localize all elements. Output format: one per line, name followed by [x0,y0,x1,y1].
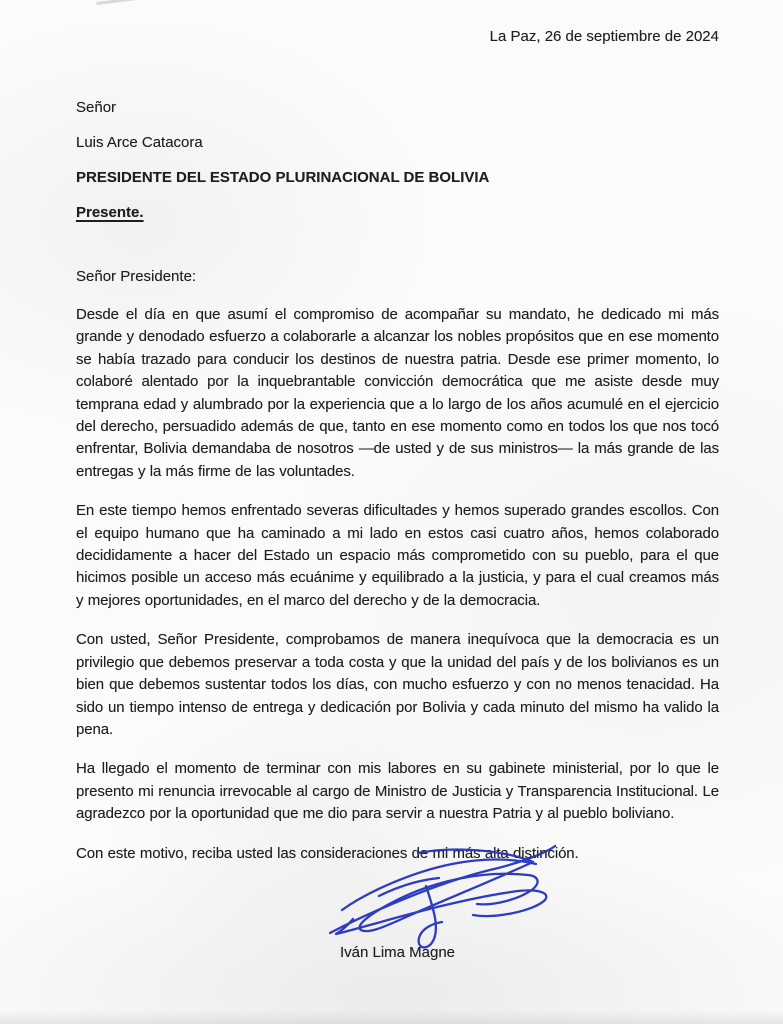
recipient-name: Luis Arce Catacora [76,134,203,151]
scan-artifact-mark [96,0,146,5]
paragraph-5: Con este motivo, reciba usted las consideraciones de mi más alta distinción. [76,844,579,862]
paragraph-2: En este tiempo hemos enfrentado severas dificultades y hemos superado grandes escollos. Con el equipo humano que ha caminado a mi lado en estos casi cuatro años, hemos colaborado decididamente a hacer del Estado un espacio más comprometido con su pueblo, para el que hicimos posible un acceso más ecuánime y equilibrado a la justicia, y para el cual creamos más y mejores oportunidades, en el marco del derecho y de la democracia. [76,502,719,609]
recipient-presente: Presente. [76,204,144,221]
paragraph-1: Desde el día en que asumí el compromiso de acompañar su mandato, he dedicado mi más grande y denodado esfuerzo a colaborarle a alcanzar los nobles propósitos que en ese momento se había trazado para conducir los destinos de nuestra patria. Desde ese primer momento, lo colaboré alentado por la inquebrantable convicción democrática que me asiste desde muy temprana edad y alumbrado por la experiencia que a lo largo de los años acumulé en el ejercicio del derecho, persuadido además de que, tanto en ese momento como en todos los que nos tocó enfrentar, Bolivia demandaba de nosotros —de usted y de sus ministros— la más grande de las entregas y la más firme de las voluntades. [76,306,719,480]
greeting-line: Señor Presidente: [76,268,197,285]
paragraph-4: Ha llegado el momento de terminar con mis labores en su gabinete ministerial, por lo que le presento mi renuncia irrevocable al cargo de Ministro de Justicia y Transparencia Institucional. Le agradezco por la oportunidad que me dio para servir a nuestra Patria y al pueblo boliviano. [76,760,719,823]
recipient-salutation: Señor [76,99,117,116]
recipient-block [76,97,719,224]
recipient-title: PRESIDENTE DEL ESTADO PLURINACIONAL DE BOLIVIA [76,169,490,186]
paragraph-3: Con usted, Señor Presidente, comprobamos de manera inequívoca que la democracia es un privilegio que debemos preservar a toda costa y que la unidad del país y de los bolivianos es un bien que debemos sustentar todos los días, con mucho esfuerzo y con no menos tenacidad. Ha sido un tiempo intenso de entrega y dedicación por Bolivia y cada minuto del mismo ha valido la pena. [76,631,719,738]
dateline: La Paz, 26 de septiembre de 2024 [489,28,719,45]
signer-name: Iván Lima Magne [339,944,456,961]
